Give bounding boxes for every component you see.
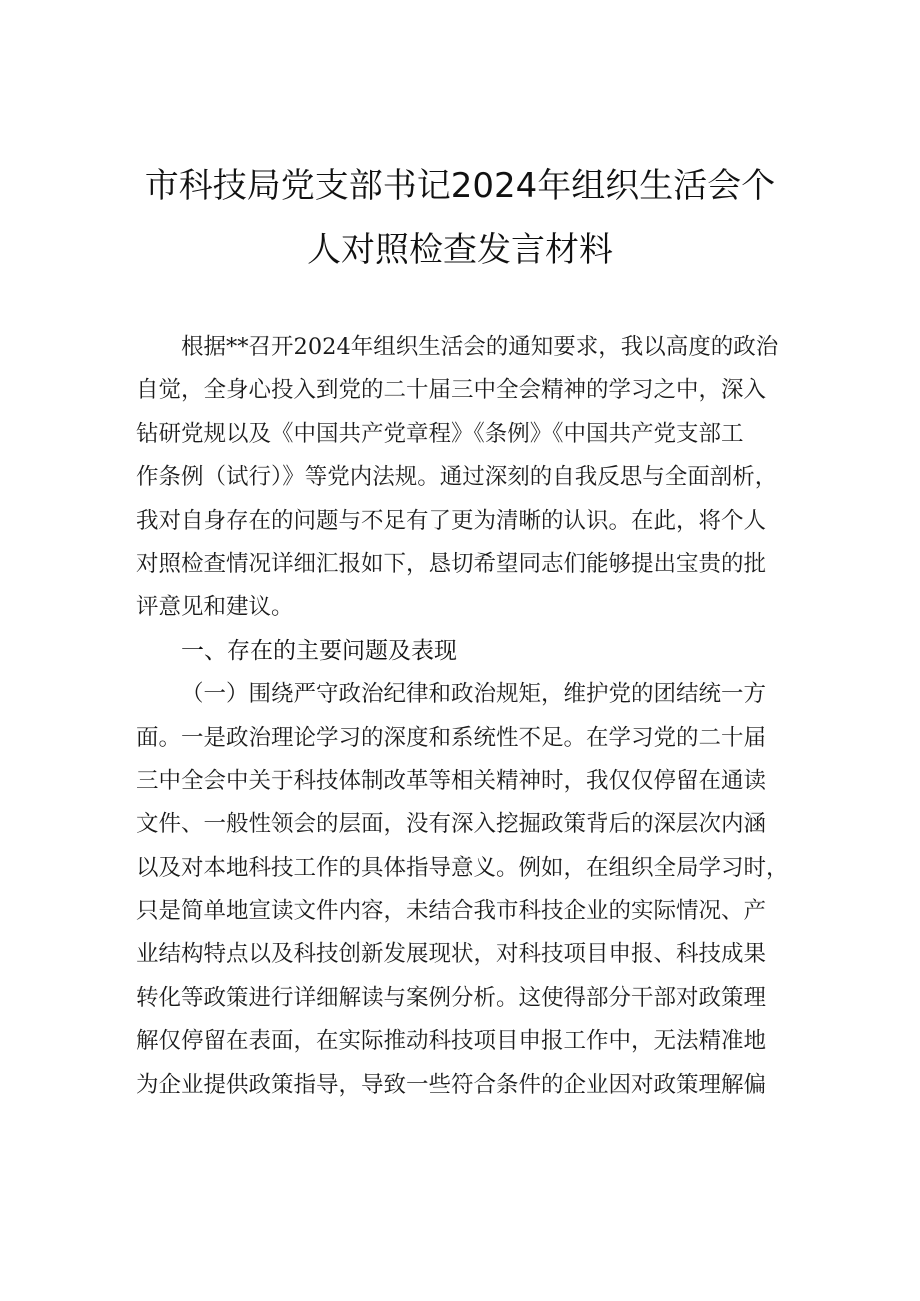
paragraph-line: 面。一是政治理论学习的深度和系统性不足。在学习党的二十届 xyxy=(136,724,767,751)
paragraph-line: 钻研党规以及《中国共产党章程》《条例》《中国共产党支部工 xyxy=(136,420,744,447)
paragraph-line: 业结构特点以及科技创新发展现状，对科技项目申报、科技成果 xyxy=(136,941,767,968)
document-title-line-2: 人对照检查发言材料 xyxy=(307,230,613,270)
paragraph-line: 三中全会中关于科技体制改革等相关精神时，我仅仅停留在通读 xyxy=(136,767,767,794)
paragraph-line: 以及对本地科技工作的具体指导意义。例如，在组织全局学习时， xyxy=(136,854,789,881)
section-heading: 一、存在的主要问题及表现 xyxy=(181,637,457,664)
paragraph-line: 对照检查情况详细汇报如下，恳切希望同志们能够提出宝贵的批 xyxy=(136,550,767,577)
paragraph-line: 作条例（试行）》等党内法规。通过深刻的自我反思与全面剖析， xyxy=(136,464,778,491)
paragraph-line: 评意见和建议。 xyxy=(136,594,294,621)
paragraph-line: 只是简单地宣读文件内容，未结合我市科技企业的实际情况、产 xyxy=(136,898,767,925)
paragraph-line: 根据**召开2024年组织生活会的通知要求，我以高度的政治 xyxy=(181,334,779,360)
paragraph-line: 转化等政策进行详细解读与案例分析。这使得部分干部对政策理 xyxy=(136,984,767,1011)
paragraph-line: 自觉，全身心投入到党的二十届三中全会精神的学习之中，深入 xyxy=(136,377,767,404)
paragraph-line: 我对自身存在的问题与不足有了更为清晰的认识。在此，将个人 xyxy=(136,507,767,534)
document-title-line-1: 市科技局党支部书记2024年组织生活会个 xyxy=(144,166,776,206)
paragraph-line: 文件、一般性领会的层面，没有深入挖掘政策背后的深层次内涵 xyxy=(136,811,767,838)
paragraph-line: 为企业提供政策指导，导致一些符合条件的企业因对政策理解偏 xyxy=(136,1071,767,1098)
paragraph-line: 解仅停留在表面，在实际推动科技项目申报工作中，无法精准地 xyxy=(136,1028,767,1055)
paragraph-line: （一）围绕严守政治纪律和政治规矩，维护党的团结统一方 xyxy=(181,681,767,708)
document-body xyxy=(136,326,796,1107)
